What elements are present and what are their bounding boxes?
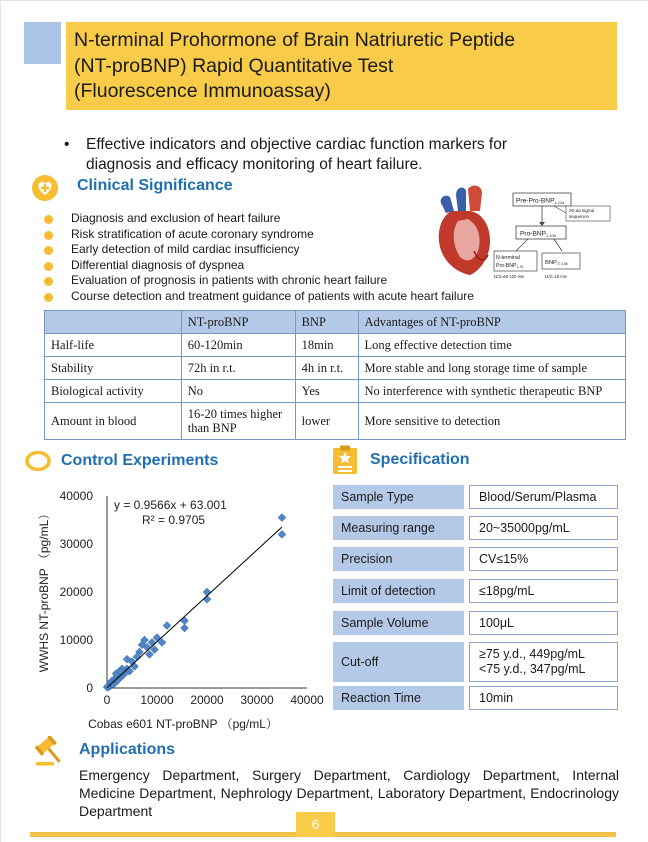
spec-value: ≤18pg/mL: [469, 579, 618, 603]
title-line-3: (Fluorescence Immunoassay): [74, 80, 331, 102]
applications-text: Emergency Department, Surgery Department, Cardiology Department, Internal Medicine Department, Nephrology Department, Laboratory Department, Endocrinology Department: [79, 767, 619, 819]
data-point: [163, 622, 171, 630]
spec-label: Sample Type: [333, 485, 464, 509]
scatter-chart: [30, 478, 330, 743]
page-number: 6: [296, 812, 335, 837]
title-banner: [66, 22, 617, 110]
clinical-heading: Clinical Significance: [77, 177, 233, 194]
list-item: Risk stratification of acute coronary syndrome: [44, 227, 474, 243]
table-cell: 72h in r.t.: [181, 357, 295, 380]
data-point: [278, 514, 286, 522]
intro-statement: [64, 135, 556, 175]
control-heading: Control Experiments: [61, 452, 219, 469]
heart-plus-icon: [31, 174, 59, 202]
table-cell: 4h in r.t.: [295, 357, 358, 380]
list-item: Course detection and treatment guidance of patients with acute heart failure: [44, 289, 474, 305]
table-cell: Long effective detection time: [358, 334, 625, 357]
y-tick-label: 20000: [59, 585, 93, 599]
y-tick-label: 40000: [59, 489, 93, 503]
bullet-dot-icon: [44, 277, 53, 286]
table-row: [45, 380, 626, 403]
table-header-cell: [45, 311, 182, 334]
bnp-sub: 77-108: [556, 262, 568, 267]
title-line-2: (NT-proBNP) Rapid Quantitative Test: [74, 54, 394, 77]
table-cell: Half-life: [45, 334, 182, 357]
nt-probnp-sub: 1-76: [516, 265, 524, 270]
list-item: Differential diagnosis of dyspnea: [44, 258, 474, 274]
table-row: [45, 403, 626, 440]
spec-value: 10min: [469, 686, 618, 710]
table-cell: Amount in blood: [45, 403, 182, 440]
bnp-half-life: t1/2=18 min: [545, 274, 567, 279]
clinical-list: [44, 211, 474, 305]
pre-pro-bnp-sub: 1-134: [554, 201, 565, 205]
table-cell: No: [181, 380, 295, 403]
pro-bnp-sub: 1-108: [546, 234, 556, 238]
table-header-cell: NT-proBNP: [181, 311, 295, 334]
spec-value: 100μL: [469, 611, 618, 635]
data-point: [203, 588, 211, 596]
spec-value: 20~35000pg/mL: [469, 516, 618, 540]
specification-heading: Specification: [370, 451, 470, 468]
table-cell: Stability: [45, 357, 182, 380]
intro-text: Effective indicators and objective cardiac function markers for diagnosis and efficacy monitoring of heart failure.: [86, 136, 507, 173]
spec-value: [469, 642, 618, 682]
spec-label: Reaction Time: [333, 686, 464, 710]
y-tick-label: 0: [86, 681, 93, 695]
spec-value: Blood/Serum/Plasma: [469, 485, 618, 509]
table-cell: More sensitive to detection: [358, 403, 625, 440]
nt-probnp-label-2: Pro-BNP: [496, 263, 517, 269]
title-line-1: N-terminal Prohormone of Brain Natriuretic Peptide: [74, 29, 516, 51]
table-row: [45, 334, 626, 357]
bnp-cleavage-diagram: [428, 181, 618, 289]
cleavage-flow: [494, 193, 610, 279]
clipboard-icon: [331, 445, 359, 475]
pre-pro-bnp-label: Pre-Pro-BNP: [516, 197, 555, 205]
pro-bnp-label: Pro-BNP: [520, 230, 547, 238]
table-header-cell: BNP: [295, 311, 358, 334]
data-point: [181, 617, 189, 625]
heart-illustration: [439, 186, 490, 275]
page-left-rule: [0, 0, 1, 842]
applications-heading: Applications: [79, 741, 176, 758]
page-top-rule: [0, 0, 648, 1]
comparison-table: [44, 310, 626, 440]
r-squared-label: R² = 0.9705: [142, 513, 206, 527]
spec-label: Precision: [333, 547, 464, 571]
data-point: [278, 530, 286, 538]
bullet-icon: •: [64, 136, 70, 153]
table-cell: More stable and long storage time of sample: [358, 357, 625, 380]
x-tick-label: 0: [103, 693, 111, 707]
table-cell: Yes: [295, 380, 358, 403]
table-cell: No interference with synthetic therapeutic BNP: [358, 380, 625, 403]
table-header-row: [45, 311, 626, 334]
data-point: [181, 624, 189, 632]
table-row: [45, 357, 626, 380]
trendline: [107, 527, 282, 688]
table-header-cell: Advantages of NT-proBNP: [358, 311, 625, 334]
nt-probnp-label-1: N-terminal: [496, 255, 520, 261]
signal-label-1: 26-aa signal: [569, 208, 595, 213]
nt-half-life: t1/2=60-120 min: [494, 274, 525, 279]
table-cell: 60-120min: [181, 334, 295, 357]
list-item: Early detection of mild cardiac insufficiency: [44, 242, 474, 258]
table-cell: lower: [295, 403, 358, 440]
table-cell: 16-20 times higher than BNP: [181, 403, 295, 440]
bullet-dot-icon: [44, 293, 53, 302]
regression-equation: y = 0.9566x + 63.001: [114, 498, 227, 512]
table-cell: 18min: [295, 334, 358, 357]
x-tick-label: 30000: [240, 693, 274, 707]
x-axis-label: Cobas e601 NT-proBNP （pg/mL）: [88, 717, 278, 731]
spec-label: Cut-off: [333, 642, 464, 682]
spec-value: CV≤15%: [469, 547, 618, 571]
y-tick-label: 10000: [59, 633, 93, 647]
bullet-dot-icon: [44, 246, 53, 255]
bullet-dot-icon: [44, 215, 53, 224]
x-tick-label: 10000: [140, 693, 174, 707]
x-tick-label: 20000: [190, 693, 224, 707]
cutoff-line-2: <75 y.d., 347pg/mL: [479, 662, 586, 676]
x-tick-label: 40000: [290, 693, 324, 707]
spec-label: Limit of detection: [333, 579, 464, 603]
list-item: Diagnosis and exclusion of heart failure: [44, 211, 474, 227]
list-item: Evaluation of prognosis in patients with chronic heart failure: [44, 273, 474, 289]
spec-label: Sample Volume: [333, 611, 464, 635]
spec-label: Measuring range: [333, 516, 464, 540]
y-tick-label: 30000: [59, 537, 93, 551]
title-accent-square: [24, 22, 61, 64]
ring-icon: [25, 451, 51, 471]
y-axis-label: WWHS NT-proBNP （pg/mL）: [37, 507, 51, 673]
signal-label-2: sequence: [569, 214, 589, 219]
table-cell: Biological activity: [45, 380, 182, 403]
bullet-dot-icon: [44, 231, 53, 240]
bnp-label: BNP: [545, 260, 557, 266]
cutoff-line-1: ≥75 y.d., 449pg/mL: [479, 647, 585, 661]
bullet-dot-icon: [44, 262, 53, 271]
gavel-icon: [34, 736, 68, 766]
